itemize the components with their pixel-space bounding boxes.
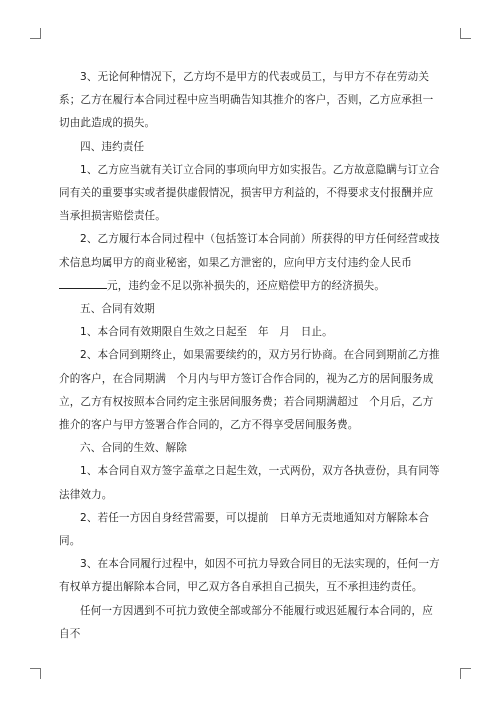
clause-6-4-paragraph: 任何一方因遇到不可抗力致使全部或部分不能履行或迟延履行本合同的，应自不 — [59, 604, 433, 640]
clause-5-1-paragraph: 1、本合同有效期限自生效之日起至 年 月 日止。 — [80, 326, 333, 339]
clause-4-2-text-end: 元，违约金不足以弥补损失的，还应赔偿甲方的经济损失。 — [107, 279, 386, 292]
clause-6-1-paragraph: 1、本合同自双方签字盖章之日起生效，一式两份，双方各执壹份，具有同等法律效力。 — [59, 465, 440, 501]
corner-mark-top-right — [460, 28, 471, 39]
penalty-amount-blank — [59, 278, 107, 289]
section-5-heading: 五、合同有效期 — [80, 303, 155, 316]
clause-4-2-paragraph — [59, 228, 441, 298]
clause-4-1-paragraph: 1、乙方应当就有关订立合同的事项向甲方如实报告。乙方故意隐瞒与订立合同有关的重要事实或者提供虚假情况，损害甲方利益的，不得要求支付报酬并应当承担损害赔偿责任。 — [59, 163, 440, 223]
section-6-heading: 六、合同的生效、解除 — [80, 442, 187, 455]
clause-6-2-paragraph: 2、若任一方因自身经营需要，可以提前 日单方无责地通知对方解除本合同。 — [59, 511, 430, 548]
clause-3-paragraph: 3、无论何种情况下，乙方均不是甲方的代表或员工，与甲方不存在劳动关系；乙方在履行本合同过程中应当明确告知其推介的客户，否则，乙方应承担一切由此造成的损失。 — [59, 71, 434, 130]
section-4-heading: 四、违约责任 — [80, 140, 145, 153]
clause-5-2-paragraph: 2、本合同到期终止，如果需要续约的，双方另行协商。在合同到期前乙方推介的客户，在合同期满 个月内与甲方签订合作合同的，视为乙方的居间服务成立，乙方有权按照本合同约定主张居间服务费；若合同期满超过 个月后，乙方推介的客户与甲方签署合作合同的，乙方不得享受居间服务费。 — [59, 349, 440, 432]
clause-4-2-text: 2、乙方履行本合同过程中（包括签订本合同前）所获得的甲方任何经营或技术信息均属甲方的商业秘密，如果乙方泄密的，应向甲方支付违约金人民币 — [59, 233, 440, 269]
corner-mark-bottom-left — [30, 668, 41, 679]
document-body — [59, 66, 441, 646]
corner-mark-top-left — [30, 28, 41, 39]
clause-6-3-paragraph: 3、在本合同履行过程中，如因不可抗力导致合同目的无法实现的，任何一方有权单方提出解除本合同，甲乙双方各自承担自己损失，互不承担违约责任。 — [59, 558, 440, 594]
corner-mark-bottom-right — [460, 668, 471, 679]
